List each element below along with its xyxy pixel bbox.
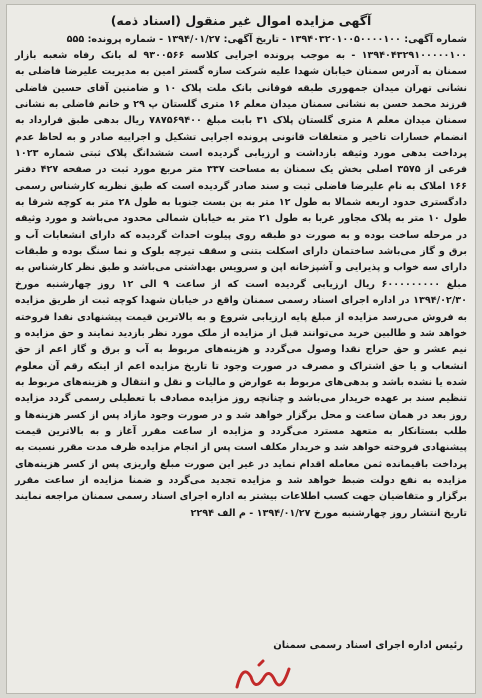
notice-sheet	[6, 4, 476, 694]
notice-header-line: شماره آگهی: ۱۳۹۴۰۳۲۰۱۰۰۵۰۰۰۰۱۰۰ - تاریخ آگهی: ۱۳۹۴/۰۱/۲۷ - شماره پرونده: ۵۵۵	[66, 34, 467, 45]
handwritten-mark	[229, 657, 299, 694]
notice-title: آگهی مزایده اموال غیر منقول (اسناد ذمه)	[110, 13, 372, 28]
notice-signature: رئیس اداره اجرای اسناد رسمی سمنان	[273, 640, 463, 651]
notice-body-text: ۱۳۹۴۰۴۳۲۹۱۰۰۰۰۰۱۰۰ - به موجب پرونده اجرایی کلاسه ۹۳۰۰۵۶۶ له بانک رفاه شعبه بازار سمنان به آدرس سمنان خیابان شهدا علیه شرکت سازه گستر امین به مدیریت علیرضا فاضلی به نشانی تهران میدان جمهوری طبقه فوقانی بانک ملت پلاک ۱۰ و ضامنین آقای حسین فاضلی فرزند محمد حسن به نشانی سمنان میدان معلم ۱۶ متری گلستان پ ۲۹ و خانم فاضلی به نشانی سمنان میدان معلم ۸ متری گلستان پلاک ۳۱ بابت مبلغ ۷۸۷۵۶۹۴۰۰ ریال بدهی طبق قرارداد به انضمام خسارات تاخیر و متعلقات قانونی پرونده اجرایی تشکیل و اجراییه صادر و به لحاظ عدم پرداخت بدهی مورد وثیقه بازداشت و ارزیابی گردیده است ششدانگ پلاک ثبتی شماره ۱۰۲۳ فرعی از ۳۵۷۵ اصلی بخش یک سمنان به مساحت ۳۳۷ متر مربع مورد ثبت در صفحه ۴۲۷ دفتر ۱۶۶ املاک به نام علیرضا فاضلی ثبت و سند صادر گردیده است که طبق نظریه کارشناس رسمی دادگستری حدود اربعه شمالا به طول ۱۲ متر به بن بست جنوبا به طول ۲۸ متر به کوچه شرقا به طول ۱۰ متر به پلاک مجاور غربا به طول ۲۱ متر به خیابان شمالی محدود می‌باشد و مورد وثیقه در مرحله ساخت بوده و به صورت دو طبقه روی پیلوت احداث گردیده که دارای انشعابات آب و برق و گاز می‌باشد ساختمان دارای اسکلت بتنی و سقف تیرچه بلوک و نما سنگ بوده و طبقات دارای سه خواب و پذیرایی و آشپزخانه اپن و سرویس بهداشتی می‌باشد و طبق نظر کارشناس به مبلغ ۶۰۰۰۰۰۰۰۰۰ ریال ارزیابی گردیده است که از ساعت ۹ الی ۱۲ روز چهارشنبه مورخ ۱۳۹۴/۰۲/۳۰ در اداره اجرای اسناد رسمی سمنان واقع در خیابان شهدا کوچه ثبت از طریق مزایده به فروش می‌رسد مزایده از مبلغ پایه ارزیابی شروع و به بالاترین قیمت پیشنهادی نقدا فروخته خواهد شد و طالبین خرید می‌توانند قبل از مزایده از ملک مورد نظر بازدید نمایند و حق مزایده و نیم عشر و حق حراج نقدا وصول می‌گردد و هزینه‌های مربوط به آب و برق و گاز اعم از حق انشعاب و یا حق اشتراک و مصرف در صورت وجود تا تاریخ مزایده اعم از اینکه رقم آن معلوم شده یا نشده باشد و بدهی‌های مربوط به عوارض و مالیات و نقل و انتقال و هزینه‌های مربوط به تنظیم سند بر عهده خریدار می‌باشد و چنانچه روز مزایده مصادف با تعطیلی رسمی گردد مزایده روز بعد در همان ساعت و محل برگزار خواهد شد و در صورت وجود مازاد پس از کسر هزینه‌ها و طلب بستانکار به متعهد مسترد می‌گردد و مزایده از ساعت مقرر آغاز و به بالاترین قیمت پیشنهادی فروخته خواهد شد و خریدار مکلف است پس از انجام مزایده ظرف مدت مقرر نسبت به پرداخت باقیمانده ثمن معامله اقدام نماید در غیر این صورت مبلغ واریزی پس از کسر هزینه‌های مزایده به نفع دولت ضبط خواهد شد و مزایده تجدید می‌گردد و ضمنا مزایده از ساعت مقرر برگزار و متقاضیان جهت کسب اطلاعات بیشتر به اداره اجرای اسناد رسمی سمنان مراجعه نمایند تاریخ انتشار روز چهارشنبه مورخ ۱۳۹۴/۰۱/۲۷ - م الف ۲۲۹۴	[15, 50, 468, 519]
